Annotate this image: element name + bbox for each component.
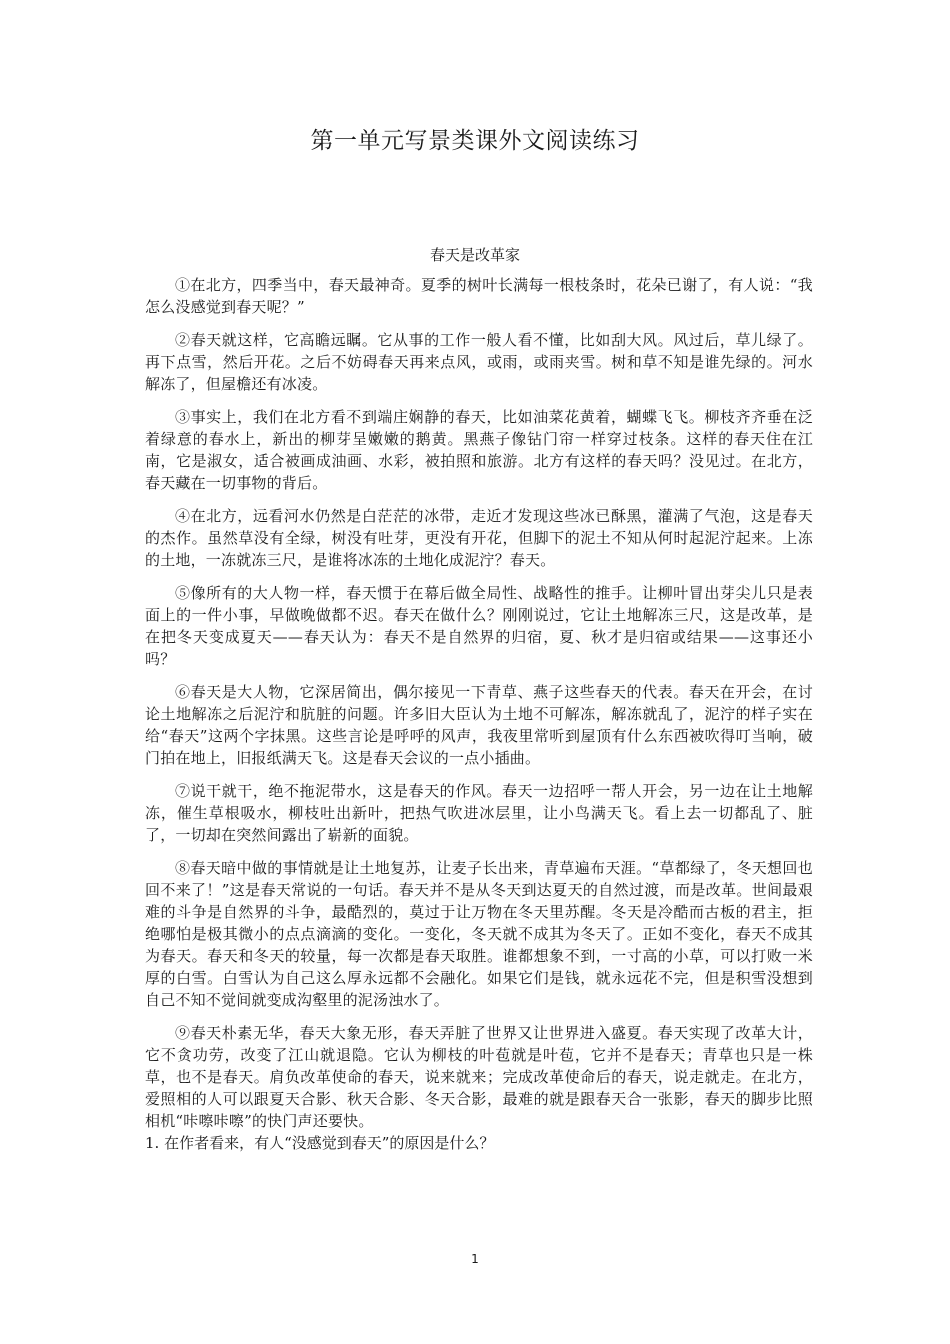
article-body xyxy=(145,274,813,1143)
paragraph-4: ④在北方，远看河水仍然是白茫茫的冰带，走近才发现这些冰已酥黑，灌满了气泡，这是春天的杰作。虽然草没有全绿，树没有吐芽，更没有开花，但脚下的泥土不知从何时起泥泞起来。上冻的土地，一冻就冻三尺，是谁将冰冻的土地化成泥泞？春天。 xyxy=(145,507,813,569)
page-title: 第一单元写景类课外文阅读练习 xyxy=(310,128,640,154)
paragraph-1: ①在北方，四季当中，春天最神奇。夏季的树叶长满每一根枝条时，花朵已谢了，有人说：“我怎么没感觉到春天呢？” xyxy=(145,276,813,316)
paragraph-2: ②春天就这样，它高瞻远瞩。它从事的工作一般人看不懂，比如刮大风。风过后，草儿绿了。再下点雪，然后开花。之后不妨碍春天再来点风，或雨，或雨夹雪。树和草不知是谁先绿的。河水解冻了，但屋檐还有冰凌。 xyxy=(145,331,813,393)
paragraph-6: ⑥春天是大人物，它深居简出，偶尔接见一下青草、燕子这些春天的代表。春天在开会，在讨论土地解冻之后泥泞和肮脏的问题。许多旧大臣认为土地不可解冻，解冻就乱了，泥泞的样子实在给“春天”这两个字抹黑。这些言论是呼呼的风声，我夜里常听到屋顶有什么东西被吹得叮当响，破门拍在地上，旧报纸满天飞。这是春天会议的一点小插曲。 xyxy=(145,683,813,767)
page-number: 1 xyxy=(471,1252,479,1266)
paragraph-7: ⑦说干就干，绝不拖泥带水，这是春天的作风。春天一边招呼一帮人开会，另一边在让土地解冻，催生草根吸水，柳枝吐出新叶，把热气吹进冰层里，让小鸟满天飞。看上去一切都乱了、脏了，一切却在突然间露出了崭新的面貌。 xyxy=(145,782,813,844)
paragraph-5: ⑤像所有的大人物一样，春天惯于在幕后做全局性、战略性的推手。让柳叶冒出芽尖儿只是表面上的一件小事，早做晚做都不迟。春天在做什么？刚刚说过，它让土地解冻三尺，这是改革，是在把冬天变成夏天——春天认为：春天不是自然界的归宿，夏、秋才是归宿或结果——这事还小吗？ xyxy=(145,584,813,668)
paragraph-3: ③事实上，我们在北方看不到端庄娴静的春天，比如油菜花黄着，蝴蝶飞飞。柳枝齐齐垂在泛着绿意的春水上，新出的柳芽呈嫩嫩的鹅黄。黑燕子像钻门帘一样穿过枝条。这样的春天住在江南，它是淑女，适合被画成油画、水彩，被拍照和旅游。北方有这样的春天吗？没见过。在北方，春天藏在一切事物的背后。 xyxy=(145,408,813,492)
paragraph-8: ⑧春天暗中做的事情就是让土地复苏，让麦子长出来，青草遍布天涯。“草都绿了，冬天想回也回不来了！”这是春天常说的一句话。春天并不是从冬天到达夏天的自然过渡，而是改革。世间最艰难的斗争是自然界的斗争，最酷烈的，莫过于让万物在冬天里苏醒。冬天是冷酷而古板的君主，拒绝哪怕是极其微小的点点滴滴的变化。一变化，冬天就不成其为冬天了。正如不变化，春天不成其为春天。春天和冬天的较量，每一次都是春天取胜。谁都想象不到，一寸高的小草，可以打败一米厚的白雪。白雪认为自己这么厚永远都不会融化。如果它们是钱，就永远花不完，但是积雪没想到自己不知不觉间就变成沟壑里的泥汤浊水了。 xyxy=(145,859,813,1009)
question-1: 1. 在作者看来，有人“没感觉到春天”的原因是什么？ xyxy=(145,1134,495,1152)
article-title: 春天是改革家 xyxy=(429,246,520,264)
paragraph-9: ⑨春天朴素无华，春天大象无形，春天弄脏了世界又让世界进入盛夏。春天实现了改革大计，它不贪功劳，改变了江山就退隐。它认为柳枝的叶苞就是叶苞，它并不是春天；青草也只是一株草，也不是春天。肩负改革使命的春天，说来就来；完成改革使命后的春天，说走就走。在北方，爱照相的人可以跟夏天合影、秋天合影、冬天合影，最难的就是跟春天合一张影，春天的脚步比照相机“咔嚓咔嚓”的快门声还要快。 xyxy=(145,1024,813,1130)
